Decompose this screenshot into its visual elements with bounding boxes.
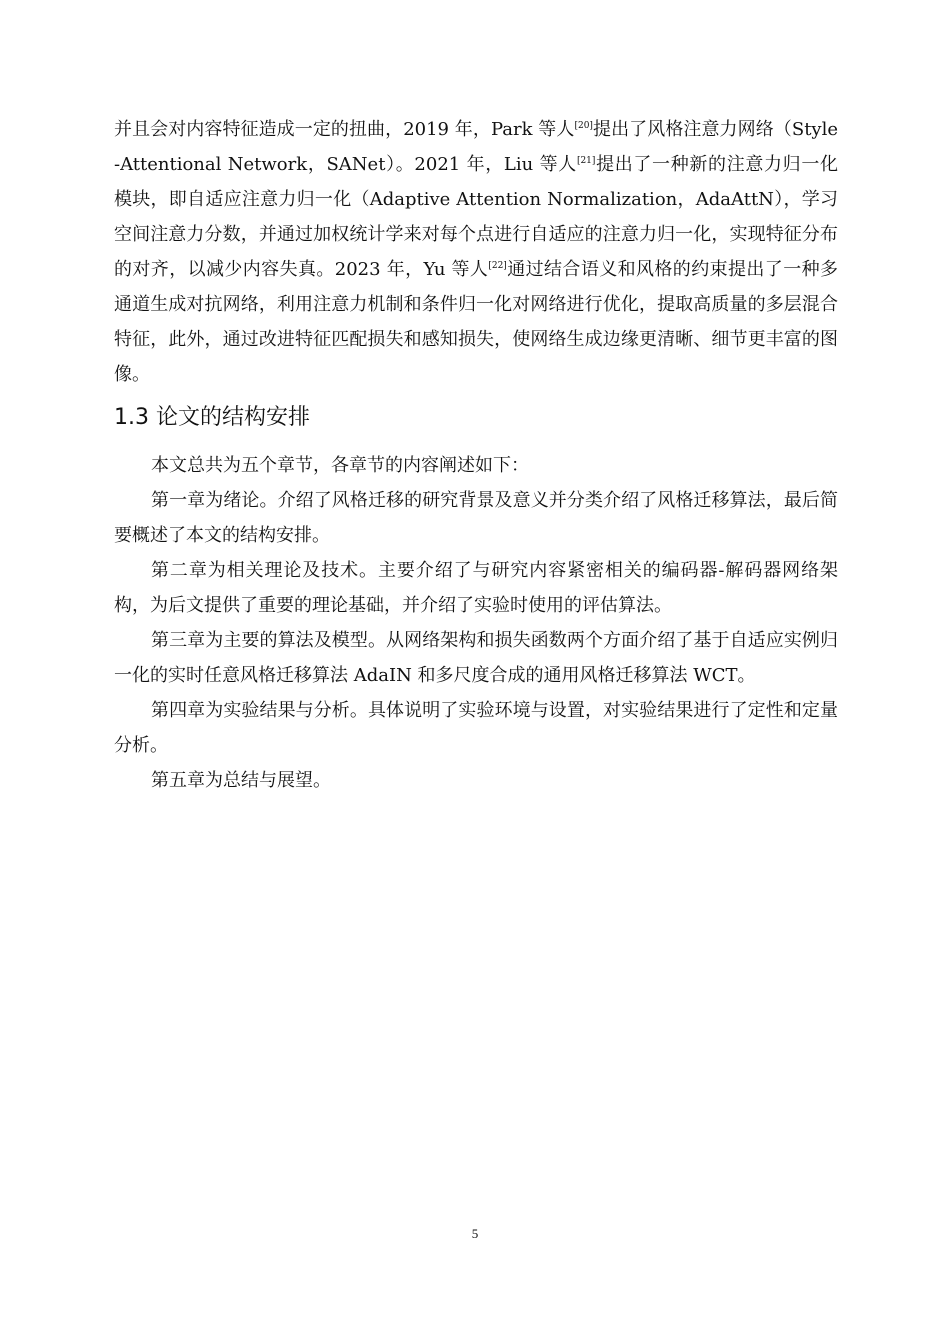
citation-ref-21: [21]: [576, 156, 596, 166]
citation-ref-20: [20]: [574, 121, 593, 131]
section-heading: 1.3 论文的结构安排: [114, 405, 310, 430]
body-paragraph: 第四章为实验结果与分析。具体说明了实验环境与设置，对实验结果进行了定性和定量分析。: [114, 700, 838, 756]
text-run: 并且会对内容特征造成一定的扭曲，2019 年，Park 等人: [114, 119, 575, 140]
text-run: 提出了风格注意力网络（Style-Attentional Network，SANet）。2021 年，Liu 等人: [114, 119, 838, 175]
citation-ref-22: [22]: [488, 261, 507, 271]
text-run: 提出了一种新的注意力归一化模块，即自适应注意力归一化（Adaptive Attention Normalization，AdaAttN），学习空间注意力分数，并通过加权统计学来对每个点进行自适应的注意力归一化，实现特征分布的对齐，以减少内容失真。2023 年，Yu 等人: [114, 154, 838, 280]
body-paragraph: 第二章为相关理论及技术。主要介绍了与研究内容紧密相关的编码器-解码器网络架构，为后文提供了重要的理论基础，并介绍了实验时使用的评估算法。: [114, 560, 838, 616]
continuation-paragraph: [114, 112, 838, 392]
body-paragraph: 本文总共为五个章节，各章节的内容阐述如下：: [151, 455, 529, 476]
body-paragraph: 第一章为绪论。介绍了风格迁移的研究背景及意义并分类介绍了风格迁移算法，最后简要概述了本文的结构安排。: [114, 490, 838, 546]
text-run: 通过结合语义和风格的约束提出了一种多通道生成对抗网络，利用注意力机制和条件归一化对网络进行优化，提取高质量的多层混合特征，此外，通过改进特征匹配损失和感知损失，使网络生成边缘更清晰、细节更丰富的图像。: [114, 259, 838, 385]
page-body: [114, 112, 838, 798]
body-paragraph: 第五章为总结与展望。: [151, 770, 331, 791]
body-paragraph: 第三章为主要的算法及模型。从网络架构和损失函数两个方面介绍了基于自适应实例归一化的实时任意风格迁移算法 AdaIN 和多尺度合成的通用风格迁移算法 WCT。: [114, 630, 838, 686]
page-number: 5: [471, 1226, 479, 1241]
